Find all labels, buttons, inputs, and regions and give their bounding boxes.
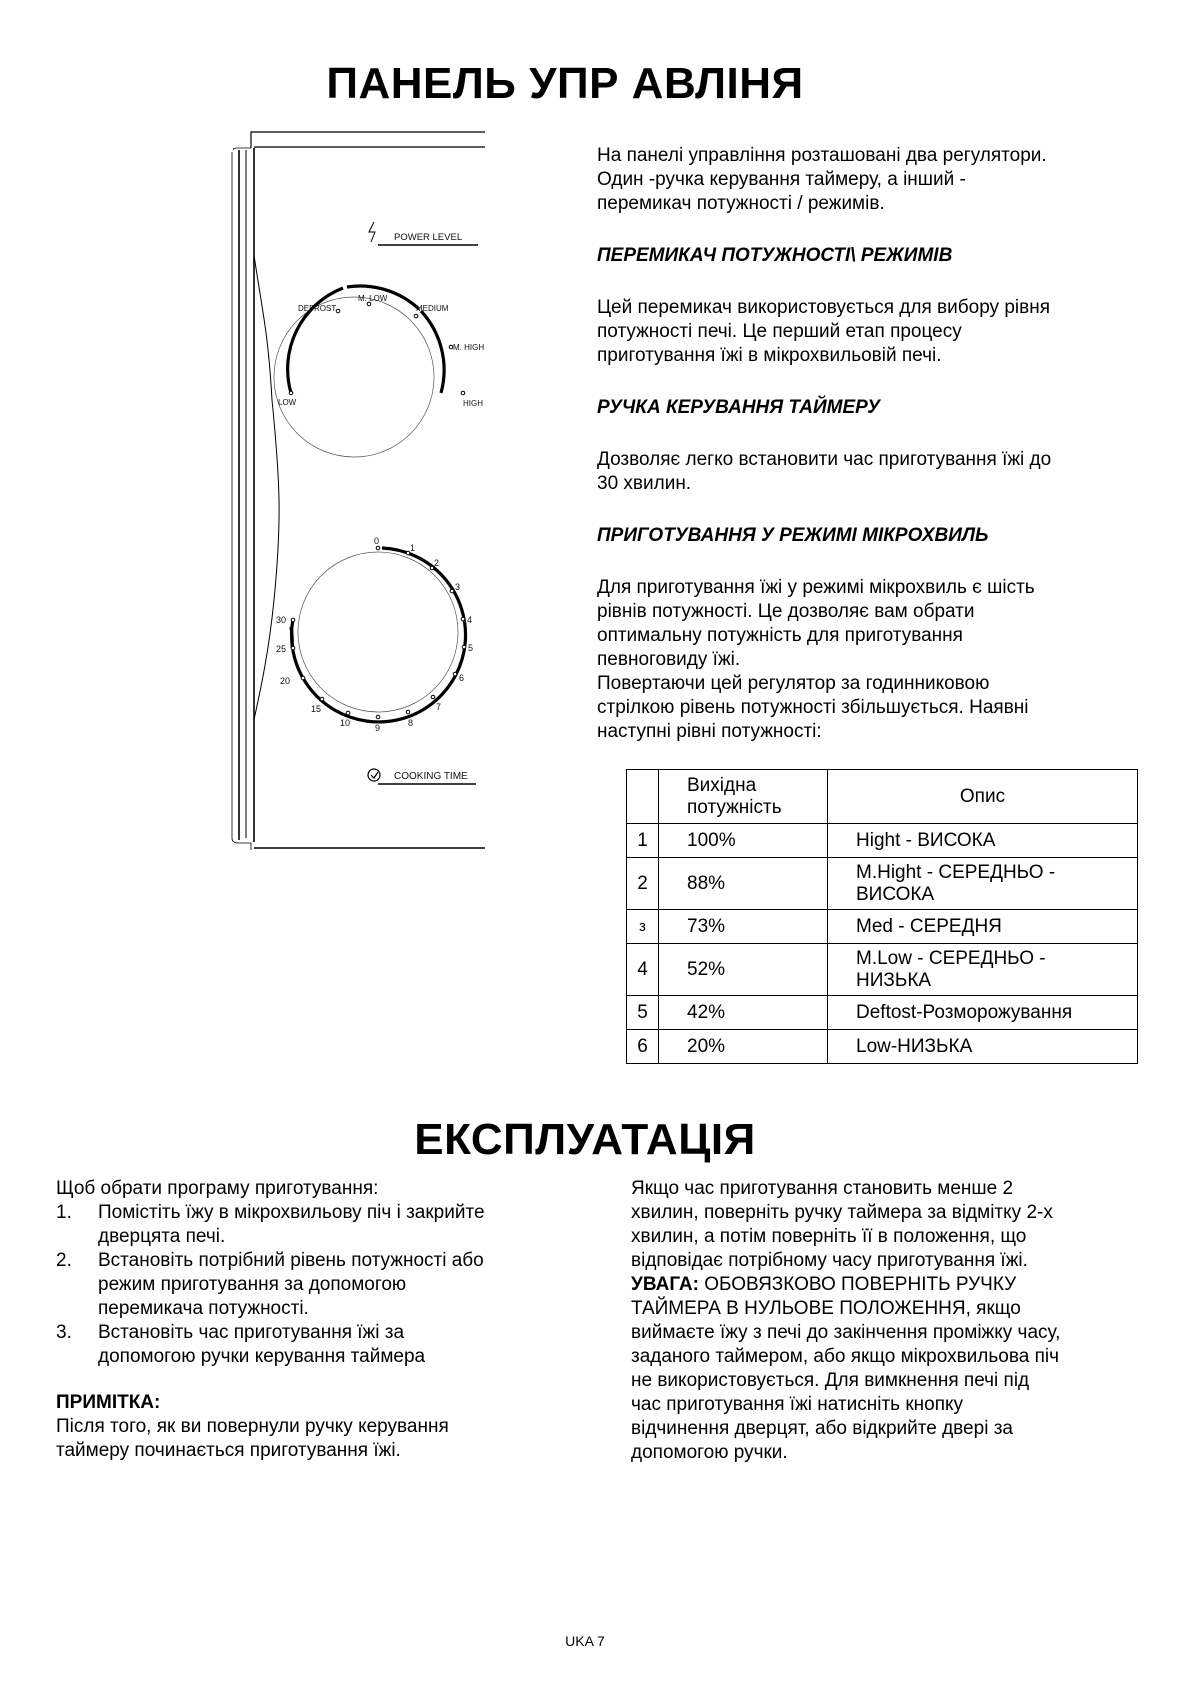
timer-label-7: 7 — [436, 702, 442, 712]
row-power: 20% — [659, 1030, 828, 1064]
text-line: Для приготування їжі у режимі мікрохвиль є шість — [597, 577, 1035, 598]
microwave-paragraph — [597, 576, 1157, 744]
text-line: не використовується. Для вимкнення печі під — [631, 1370, 1030, 1391]
timer-label-8: 8 — [408, 718, 414, 728]
row-power: 52% — [659, 944, 828, 996]
row-number: 2 — [627, 858, 659, 910]
timer-label-1: 1 — [410, 543, 416, 553]
table-row — [627, 944, 1138, 996]
text-line: оптимальну потужність для приготування — [597, 625, 963, 646]
timer-label-30: 30 — [276, 615, 287, 625]
step-line: допомогою ручки керування таймера — [98, 1346, 426, 1367]
header-description: Опис — [828, 770, 1138, 824]
page-number: UKA 7 — [565, 1633, 605, 1649]
row-number: з — [627, 910, 659, 944]
step-line: Встановіть час приготування їжі за — [98, 1322, 405, 1343]
header-line: потужність — [687, 796, 782, 818]
text-line: відчинення дверцят, або відкрийте двері за — [631, 1418, 1013, 1439]
timer-paragraph — [597, 448, 1157, 496]
dial-label-medium: MEDIUM — [416, 304, 449, 313]
row-description: M.Hight - СЕРЕДНЬО - ВИСОКА — [828, 858, 1138, 910]
row-description: Med - СЕРЕДНЯ — [828, 910, 1138, 944]
text-line: Якщо час приготування становить менше 2 — [631, 1178, 1014, 1199]
header-line: Вихідна — [687, 774, 757, 796]
table-row — [627, 1030, 1138, 1064]
table-row — [627, 910, 1138, 944]
text-line: Цей перемикач використовується для вибору рівня — [597, 297, 1051, 318]
text-line: стрілкою рівень потужності збільшується. Наявні — [597, 697, 1029, 718]
text-line: Дозволяє легко встановити час приготування їжі до — [597, 449, 1052, 470]
step-line: перемикача потужності. — [98, 1298, 309, 1319]
dial-label-defrost: DEFROST — [298, 304, 337, 313]
intro-line: На панелі управління розташовані два регулятори. — [597, 145, 1047, 166]
text-line: ТАЙМЕРА В НУЛЬОВЕ ПОЛОЖЕННЯ, якщо — [631, 1298, 1021, 1319]
text-line: певноговиду їжі. — [597, 649, 741, 670]
step-line: Встановіть потрібний рівень потужності або — [98, 1250, 484, 1271]
row-description: Hight - ВИСОКА — [828, 824, 1138, 858]
note-line: Після того, як ви повернули ручку керування — [56, 1416, 449, 1437]
header-number — [627, 770, 659, 824]
text-line: наступні рівні потужності: — [597, 721, 822, 742]
text-line: час приготування їжі натисніть кнопку — [631, 1394, 964, 1415]
microwave-heading: ПРИГОТУВАННЯ У РЕЖИМІ МІКРОХВИЛЬ — [597, 525, 989, 546]
cooking-time-dial[interactable] — [291, 546, 466, 722]
page-title-operation: ЕКСПЛУАТАЦІЯ — [414, 1115, 756, 1164]
power-switch-heading: ПЕРЕМИКАЧ ПОТУЖНОСТІ\ РЕЖИМІВ — [597, 245, 953, 266]
timer-label-20: 20 — [280, 676, 291, 686]
row-power: 88% — [659, 858, 828, 910]
operation-intro: Щоб обрати програму приготування: — [56, 1178, 379, 1199]
lightning-icon — [369, 222, 375, 242]
row-number: 6 — [627, 1030, 659, 1064]
row-number: 4 — [627, 944, 659, 996]
row-number: 5 — [627, 996, 659, 1030]
timer-label-4: 4 — [467, 615, 473, 625]
timer-label-5: 5 — [468, 643, 474, 653]
timer-label-10: 10 — [340, 718, 351, 728]
text-line: виймаєте їжу з печі до закінчення проміжку часу, — [631, 1322, 1061, 1343]
row-power: 100% — [659, 824, 828, 858]
clock-icon — [368, 769, 380, 781]
operation-right-column — [631, 1177, 1171, 1465]
header-output-power — [659, 770, 828, 824]
intro-line: перемикач потужності / режимів. — [597, 193, 885, 214]
table-row — [627, 858, 1138, 910]
step-item — [56, 1249, 576, 1321]
timer-label-25: 25 — [276, 644, 287, 654]
text-line: допомогою ручки. — [631, 1442, 788, 1463]
control-panel-diagram — [215, 120, 485, 850]
power-switch-paragraph — [597, 296, 1157, 368]
text-line: 30 хвилин. — [597, 473, 692, 494]
step-item — [56, 1201, 576, 1249]
operation-steps-list — [56, 1201, 576, 1369]
row-power: 42% — [659, 996, 828, 1030]
dial-label-m-high: M. HIGH — [453, 343, 485, 352]
text-line: хвилин, а потім поверніть її в положення, що — [631, 1226, 1027, 1247]
table-row — [627, 996, 1138, 1030]
warning-first-line — [631, 1273, 1171, 1297]
intro-paragraph — [597, 144, 1157, 216]
table-header-row — [627, 770, 1138, 824]
row-description: Low-НИЗЬКА — [828, 1030, 1138, 1064]
text-line: потужності печі. Це перший етап процесу — [597, 321, 962, 342]
step-number: 1. — [56, 1202, 72, 1223]
power-level-label: POWER LEVEL — [394, 232, 463, 243]
power-levels-table — [626, 769, 1138, 1064]
operation-left-column — [56, 1177, 576, 1463]
timer-label-3: 3 — [455, 582, 461, 592]
step-line: дверцята печі. — [98, 1226, 226, 1247]
dial-label-low: LOW — [278, 398, 297, 407]
page-title-control-panel: ПАНЕЛЬ УПР АВЛІНЯ — [326, 59, 804, 108]
timer-label-0: 0 — [374, 536, 380, 546]
step-number: 2. — [56, 1250, 72, 1271]
warning-label: УВАГА: — [631, 1274, 699, 1295]
note-line: таймеру починається приготування їжі. — [56, 1440, 401, 1461]
text-line: приготування їжі в мікрохвильовій печі. — [597, 345, 942, 366]
text-line: заданого таймером, або якщо мікрохвильова піч — [631, 1346, 1059, 1367]
row-power: 73% — [659, 910, 828, 944]
step-line: Помістіть їжу в мікрохвильову піч і закрийте — [98, 1202, 485, 1223]
text-line: Повертаючи цей регулятор за годинниковою — [597, 673, 990, 694]
timer-label-2: 2 — [434, 558, 440, 568]
dial-label-high: HIGH — [463, 399, 483, 408]
table-row — [627, 824, 1138, 858]
text-line: відповідає потрібному часу приготування їжі. — [631, 1250, 1028, 1271]
row-description: M.Low - СЕРЕДНЬО - НИЗЬКА — [828, 944, 1138, 996]
timer-label-6: 6 — [459, 673, 465, 683]
row-number: 1 — [627, 824, 659, 858]
step-line: режим приготування за допомогою — [98, 1274, 407, 1295]
intro-line: Один -ручка керування таймеру, а інший - — [597, 169, 966, 190]
timer-label-9: 9 — [375, 723, 381, 733]
text-line: хвилин, поверніть ручку таймера за відмітку 2-х — [631, 1202, 1053, 1223]
text-line: рівнів потужності. Це дозволяє вам обрати — [597, 601, 975, 622]
timer-heading: РУЧКА КЕРУВАННЯ ТАЙМЕРУ — [597, 397, 880, 418]
step-number: 3. — [56, 1322, 72, 1343]
dial-label-m-low: M. LOW — [358, 294, 388, 303]
note-heading: ПРИМІТКА: — [56, 1392, 161, 1413]
timer-label-15: 15 — [311, 704, 322, 714]
warning-text: ОБОВЯЗКОВО ПОВЕРНІТЬ РУЧКУ — [698, 1274, 1017, 1295]
row-description: Deftost-Розморожування — [828, 996, 1138, 1030]
step-item — [56, 1321, 576, 1369]
cooking-time-label: COOKING TIME — [394, 771, 468, 782]
